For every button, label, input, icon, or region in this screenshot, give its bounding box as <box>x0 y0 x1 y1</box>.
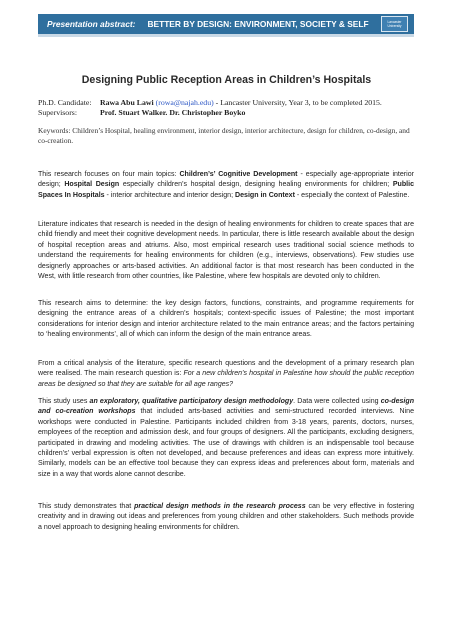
paragraph-aims: This research aims to determine: the key design factors, functions, constraints, and programme requirements for designing the entrance areas of a children’s hospitals; context-specific issues of Palestine; the most important considerations for interior design and interior architecture related to the main entrance areas; and the factors pertaining to ‘healing environments’, all of which can inform the design of the main entrance areas. <box>38 300 414 339</box>
research-question: For a new children’s hospital in Palestine how should the public reception areas be designed so that they are suitable for all age ranges? <box>38 370 414 388</box>
paragraph-conclusion <box>38 502 414 533</box>
paragraph-method <box>38 397 414 480</box>
logo-line: Lancaster <box>387 20 402 24</box>
topic-3: Public Spaces In Hospitals <box>38 181 414 199</box>
paragraph-literature: Literature indicates that research is needed in the design of healing environments for children to create spaces that are child friendly and meet their cognitive development needs. In particular, there is little research available about the design of hospital reception areas and atriums. Also, most empirical research uses traditional social science methods to understand the requirements for healing environments for children (e.g., interviews, observations). Few studies use designerly approaches or arts-based activities. An additional factor is that most research has been conducted in the West, with little research from other countries, like Palestine, where few hospitals are devoted only to children. <box>38 221 414 281</box>
supervisors-label: Supervisors: <box>38 108 77 117</box>
text: especially children’s hospital design, designing healing environments for children; <box>119 181 393 189</box>
text: From a critical analysis of the literature, specific research questions and the development of a primary research plan were realised. The main research question is: <box>38 360 414 378</box>
supervisors-line <box>38 108 418 117</box>
candidate-name: Rawa Abu Lawi <box>99 98 154 107</box>
paragraph-topics <box>38 170 414 201</box>
candidate-affiliation: - Lancaster University, Year 3, to be completed 2015. <box>213 98 382 107</box>
topic-2: Hospital Design <box>64 181 120 189</box>
text: This research focuses on four main topics: <box>38 171 180 178</box>
paragraph-question <box>38 359 414 390</box>
topic-4: Design in Context <box>235 191 295 199</box>
candidate-email[interactable]: (rowa@najah.edu) <box>155 98 214 107</box>
supervisors-names: Prof. Stuart Walker. Dr. Christopher Boyko <box>99 108 246 117</box>
banner-title: BETTER BY DESIGN: ENVIRONMENT, SOCIETY & SELF <box>147 19 369 29</box>
topic-1: Children’s’ Cognitive Development <box>179 171 298 178</box>
document-title: Designing Public Reception Areas in Children’s Hospitals <box>81 74 372 86</box>
banner-prefix: Presentation abstract: <box>47 19 136 29</box>
candidate-label: Ph.D. Candidate: <box>38 98 92 107</box>
candidate-line <box>38 98 418 107</box>
text: that included arts-based activities and semi-structured recorded interviews. Nine workshops were conducted in Palestine. Participants included children from 3-18 years, parents, doctors, nurses, employees of the reception and admission desk, and four groups of designers. All the participants, excluding designers, participated in drawing and modeling activities. The use of drawings with children is an indispensable tool because children’s’ verbal expression is often not developed, and because preferences and ideas can express more intuitively. Similarly, models can be an effective tool because they can express ideas and preferences about form, materials and size in a way that words alone cannot describe. <box>38 408 414 478</box>
header-banner <box>38 14 414 37</box>
text: . Data were collected using <box>293 398 381 405</box>
text: - interior architecture and interior design; <box>104 191 236 199</box>
text: This study demonstrates that <box>38 503 135 510</box>
text: - especially the context of Palestine. <box>294 191 410 199</box>
banner-text <box>47 19 369 29</box>
keywords: Keywords: Children’s Hospital, healing environment, interior design, interior architecture, design for children, co-design, and co-creation. <box>38 126 410 145</box>
methodology: an exploratory, qualitative participatory design methodology <box>89 398 294 405</box>
practical-methods: practical design methods in the research process <box>134 503 306 510</box>
workshops: co-design and co-creation workshops <box>38 398 414 416</box>
logo-line: University <box>387 24 402 29</box>
text: This study uses <box>38 398 90 405</box>
conference-logo <box>381 16 408 32</box>
text: - especially age-appropriate interior design; <box>38 171 414 189</box>
text: can be very effective in fostering creativity and in drawing out ideas and preferences from young children and other stakeholders. Such methods provide a novel approach to designing healing environments for children. <box>38 503 414 531</box>
